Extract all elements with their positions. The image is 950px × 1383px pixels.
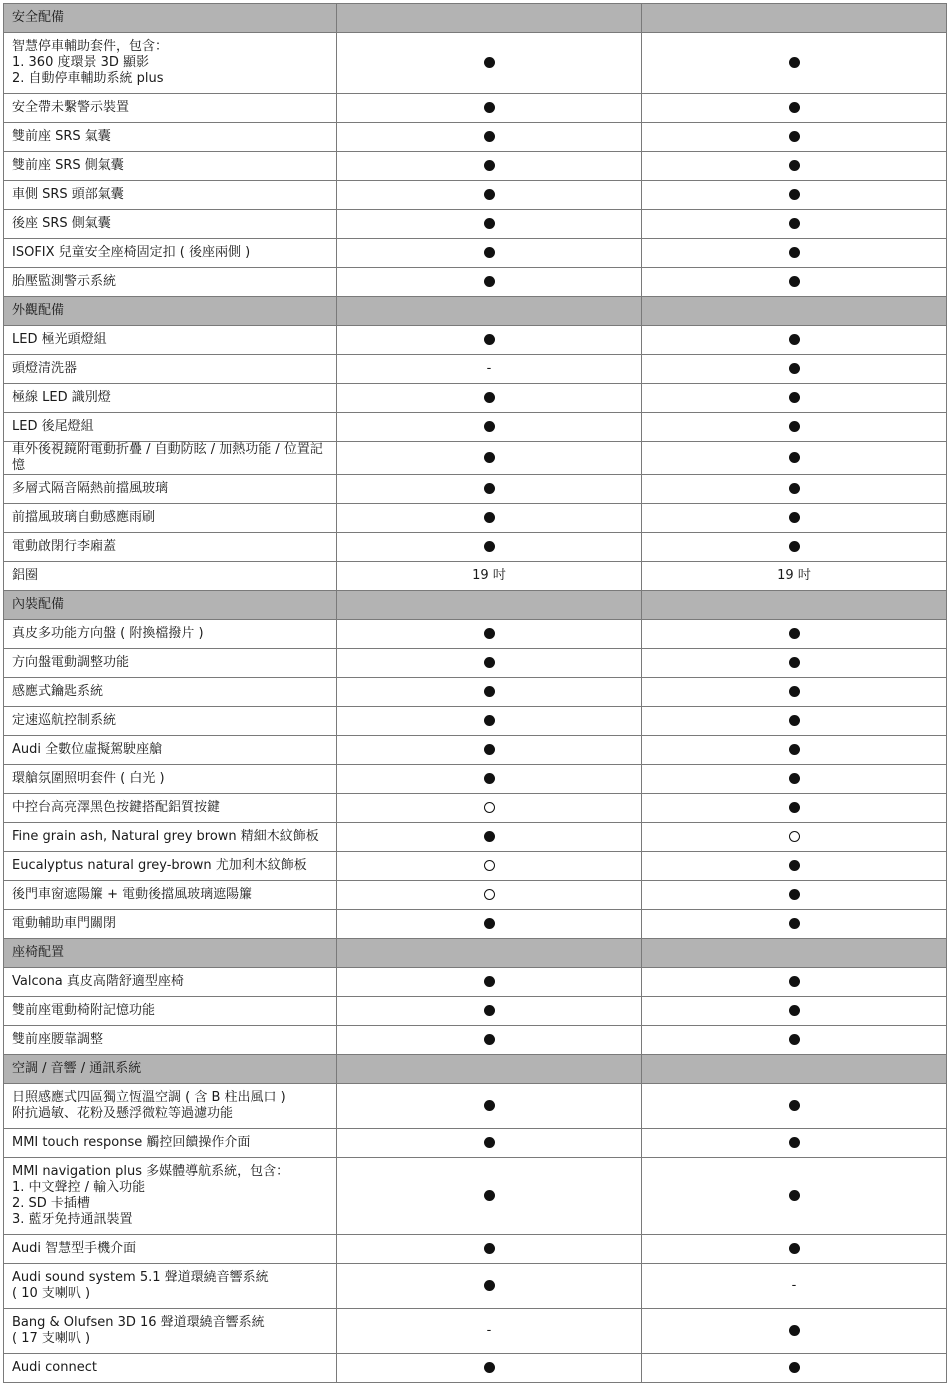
- feature-label: Fine grain ash, Natural grey brown 精細木紋飾板: [4, 823, 337, 852]
- feature-label: Valcona 真皮高階舒適型座椅: [4, 968, 337, 997]
- standard-dot-icon: [789, 218, 800, 229]
- standard-dot-icon: [484, 160, 495, 171]
- section-cell-empty: [642, 4, 947, 33]
- section-title: 外觀配備: [4, 297, 337, 326]
- trim-1-value-cell: [337, 1026, 642, 1055]
- feature-row: [4, 384, 947, 413]
- standard-dot-icon: [789, 802, 800, 813]
- not-available-dash: -: [486, 361, 492, 376]
- trim-1-value-cell: [337, 1084, 642, 1129]
- section-header-row: [4, 297, 947, 326]
- feature-row: [4, 1264, 947, 1309]
- feature-row: [4, 504, 947, 533]
- standard-dot-icon: [789, 363, 800, 374]
- feature-label: 車側 SRS 頭部氣囊: [4, 181, 337, 210]
- trim-1-value-cell: [337, 678, 642, 707]
- standard-dot-icon: [484, 131, 495, 142]
- trim-2-value-cell: [642, 1309, 947, 1354]
- trim-2-value-cell: [642, 997, 947, 1026]
- standard-dot-icon: [484, 1190, 495, 1201]
- not-available-dash: -: [791, 1278, 797, 1293]
- standard-dot-icon: [484, 189, 495, 200]
- spec-table: [3, 3, 947, 1383]
- feature-label: 定速巡航控制系統: [4, 707, 337, 736]
- trim-2-value-cell: [642, 1026, 947, 1055]
- section-cell-empty: [337, 297, 642, 326]
- feature-label: 安全帶未繫警示裝置: [4, 94, 337, 123]
- trim-1-value-cell: [337, 852, 642, 881]
- trim-2-value-cell: [642, 881, 947, 910]
- section-header-row: [4, 591, 947, 620]
- standard-dot-icon: [789, 715, 800, 726]
- feature-label: 鋁圈: [4, 562, 337, 591]
- trim-1-value-cell: [337, 1129, 642, 1158]
- trim-2-value-cell: [642, 181, 947, 210]
- feature-row: [4, 1235, 947, 1264]
- section-cell-empty: [337, 4, 642, 33]
- feature-row: [4, 649, 947, 678]
- standard-dot-icon: [789, 1190, 800, 1201]
- feature-row: [4, 707, 947, 736]
- trim-1-value-cell: [337, 94, 642, 123]
- value-text: 19 吋: [777, 568, 811, 583]
- trim-1-value-cell: [337, 326, 642, 355]
- trim-1-value-cell: [337, 765, 642, 794]
- standard-dot-icon: [484, 1005, 495, 1016]
- standard-dot-icon: [484, 918, 495, 929]
- standard-dot-icon: [789, 334, 800, 345]
- standard-dot-icon: [789, 1005, 800, 1016]
- feature-label: 車外後視鏡附電動折疊 / 自動防眩 / 加熱功能 / 位置記憶: [4, 442, 337, 475]
- trim-1-value-cell: [337, 475, 642, 504]
- trim-1-value-cell: [337, 649, 642, 678]
- trim-2-value-cell: [642, 1264, 947, 1309]
- feature-row: [4, 1309, 947, 1354]
- standard-dot-icon: [789, 512, 800, 523]
- trim-2-value-cell: [642, 413, 947, 442]
- feature-label: 智慧停車輔助套件，包含： 1. 360 度環景 3D 顯影 2. 自動停車輔助系統 plus: [4, 33, 337, 94]
- feature-label: 真皮多功能方向盤 ( 附換檔撥片 ): [4, 620, 337, 649]
- trim-2-value-cell: [642, 210, 947, 239]
- feature-label: 雙前座 SRS 氣囊: [4, 123, 337, 152]
- standard-dot-icon: [789, 1362, 800, 1373]
- standard-dot-icon: [789, 421, 800, 432]
- feature-label: MMI navigation plus 多媒體導航系統，包含： 1. 中文聲控 / 輸入功能 2. SD 卡插槽 3. 藍牙免持通訊裝置: [4, 1158, 337, 1235]
- trim-2-value-cell: [642, 1158, 947, 1235]
- trim-1-value-cell: [337, 123, 642, 152]
- standard-dot-icon: [484, 831, 495, 842]
- standard-dot-icon: [484, 1137, 495, 1148]
- trim-2-value-cell: [642, 475, 947, 504]
- standard-dot-icon: [484, 218, 495, 229]
- standard-dot-icon: [789, 889, 800, 900]
- feature-row: [4, 1129, 947, 1158]
- section-header-row: [4, 1055, 947, 1084]
- feature-row: [4, 736, 947, 765]
- feature-row: [4, 1354, 947, 1383]
- standard-dot-icon: [484, 976, 495, 987]
- standard-dot-icon: [484, 1100, 495, 1111]
- feature-row: [4, 968, 947, 997]
- trim-2-value-cell: [642, 852, 947, 881]
- standard-dot-icon: [484, 1243, 495, 1254]
- standard-dot-icon: [484, 247, 495, 258]
- trim-1-value-cell: [337, 33, 642, 94]
- standard-dot-icon: [789, 102, 800, 113]
- feature-label: 環艙氛圍照明套件 ( 白光 ): [4, 765, 337, 794]
- standard-dot-icon: [789, 1034, 800, 1045]
- feature-label: Audi 智慧型手機介面: [4, 1235, 337, 1264]
- trim-1-value-cell: [337, 210, 642, 239]
- feature-row: [4, 765, 947, 794]
- trim-2-value-cell: [642, 33, 947, 94]
- feature-row: [4, 413, 947, 442]
- feature-row: [4, 997, 947, 1026]
- feature-label: 後門車窗遮陽簾 + 電動後擋風玻璃遮陽簾: [4, 881, 337, 910]
- section-header-row: [4, 4, 947, 33]
- feature-label: 極線 LED 識別燈: [4, 384, 337, 413]
- feature-label: Audi 全數位虛擬駕駛座艙: [4, 736, 337, 765]
- section-cell-empty: [337, 591, 642, 620]
- standard-dot-icon: [789, 131, 800, 142]
- standard-dot-icon: [789, 392, 800, 403]
- trim-2-value-cell: [642, 678, 947, 707]
- feature-label: 頭燈清洗器: [4, 355, 337, 384]
- section-title: 座椅配置: [4, 939, 337, 968]
- section-cell-empty: [642, 1055, 947, 1084]
- standard-dot-icon: [484, 773, 495, 784]
- standard-dot-icon: [484, 628, 495, 639]
- trim-1-value-cell: [337, 442, 642, 475]
- standard-dot-icon: [484, 392, 495, 403]
- feature-label: 胎壓監測警示系統: [4, 268, 337, 297]
- feature-row: [4, 33, 947, 94]
- trim-1-value-cell: [337, 881, 642, 910]
- trim-2-value-cell: [642, 765, 947, 794]
- optional-circle-icon: [789, 831, 800, 842]
- trim-1-value-cell: [337, 181, 642, 210]
- section-cell-empty: [642, 297, 947, 326]
- feature-label: 雙前座電動椅附記憶功能: [4, 997, 337, 1026]
- feature-row: [4, 152, 947, 181]
- standard-dot-icon: [789, 483, 800, 494]
- feature-label: 中控台高亮澤黑色按鍵搭配鋁質按鍵: [4, 794, 337, 823]
- standard-dot-icon: [789, 1325, 800, 1336]
- trim-2-value-cell: [642, 1354, 947, 1383]
- feature-label: LED 極光頭燈組: [4, 326, 337, 355]
- section-cell-empty: [337, 939, 642, 968]
- feature-label: LED 後尾燈組: [4, 413, 337, 442]
- trim-2-value-cell: [642, 533, 947, 562]
- feature-row: [4, 910, 947, 939]
- trim-1-value-cell: [337, 152, 642, 181]
- standard-dot-icon: [789, 1100, 800, 1111]
- section-cell-empty: [642, 591, 947, 620]
- feature-row: [4, 620, 947, 649]
- feature-label: 電動啟閉行李廂蓋: [4, 533, 337, 562]
- standard-dot-icon: [789, 773, 800, 784]
- section-cell-empty: [642, 939, 947, 968]
- trim-1-value-cell: [337, 1354, 642, 1383]
- trim-1-value-cell: [337, 1309, 642, 1354]
- feature-row: [4, 355, 947, 384]
- feature-row: [4, 239, 947, 268]
- standard-dot-icon: [789, 160, 800, 171]
- trim-1-value-cell: [337, 413, 642, 442]
- feature-label: 雙前座腰靠調整: [4, 1026, 337, 1055]
- trim-2-value-cell: [642, 649, 947, 678]
- standard-dot-icon: [789, 452, 800, 463]
- standard-dot-icon: [484, 1280, 495, 1291]
- standard-dot-icon: [789, 247, 800, 258]
- trim-2-value-cell: [642, 152, 947, 181]
- spec-table-body: [4, 4, 947, 1383]
- standard-dot-icon: [789, 976, 800, 987]
- standard-dot-icon: [484, 483, 495, 494]
- feature-row: [4, 94, 947, 123]
- feature-row: [4, 823, 947, 852]
- feature-row: [4, 326, 947, 355]
- feature-row: [4, 210, 947, 239]
- standard-dot-icon: [789, 276, 800, 287]
- standard-dot-icon: [484, 102, 495, 113]
- standard-dot-icon: [484, 541, 495, 552]
- feature-row: [4, 181, 947, 210]
- feature-label: 日照感應式四區獨立恆溫空調 ( 含 B 柱出風口 ) 附抗過敏、花粉及懸浮微粒等過濾功能: [4, 1084, 337, 1129]
- trim-2-value-cell: [642, 562, 947, 591]
- optional-circle-icon: [484, 860, 495, 871]
- trim-1-value-cell: [337, 736, 642, 765]
- trim-2-value-cell: [642, 794, 947, 823]
- trim-1-value-cell: [337, 997, 642, 1026]
- trim-1-value-cell: [337, 355, 642, 384]
- feature-row: [4, 1084, 947, 1129]
- optional-circle-icon: [484, 802, 495, 813]
- section-title: 安全配備: [4, 4, 337, 33]
- standard-dot-icon: [789, 686, 800, 697]
- feature-row: [4, 442, 947, 475]
- standard-dot-icon: [484, 1034, 495, 1045]
- standard-dot-icon: [484, 421, 495, 432]
- trim-2-value-cell: [642, 268, 947, 297]
- feature-row: [4, 852, 947, 881]
- trim-2-value-cell: [642, 504, 947, 533]
- section-cell-empty: [337, 1055, 642, 1084]
- standard-dot-icon: [789, 744, 800, 755]
- feature-row: [4, 268, 947, 297]
- trim-1-value-cell: [337, 384, 642, 413]
- section-title: 內裝配備: [4, 591, 337, 620]
- feature-label: 雙前座 SRS 側氣囊: [4, 152, 337, 181]
- feature-row: [4, 475, 947, 504]
- standard-dot-icon: [484, 1362, 495, 1373]
- feature-label: Audi sound system 5.1 聲道環繞音響系統 ( 10 支喇叭 ): [4, 1264, 337, 1309]
- trim-2-value-cell: [642, 384, 947, 413]
- standard-dot-icon: [789, 918, 800, 929]
- trim-1-value-cell: [337, 1264, 642, 1309]
- standard-dot-icon: [484, 452, 495, 463]
- standard-dot-icon: [484, 276, 495, 287]
- feature-label: 後座 SRS 側氣囊: [4, 210, 337, 239]
- trim-2-value-cell: [642, 1084, 947, 1129]
- trim-1-value-cell: [337, 239, 642, 268]
- trim-2-value-cell: [642, 736, 947, 765]
- standard-dot-icon: [484, 744, 495, 755]
- standard-dot-icon: [484, 715, 495, 726]
- standard-dot-icon: [789, 57, 800, 68]
- feature-label: 感應式鑰匙系統: [4, 678, 337, 707]
- standard-dot-icon: [484, 334, 495, 345]
- feature-label: 方向盤電動調整功能: [4, 649, 337, 678]
- feature-row: [4, 881, 947, 910]
- feature-label: Bang & Olufsen 3D 16 聲道環繞音響系統 ( 17 支喇叭 ): [4, 1309, 337, 1354]
- standard-dot-icon: [789, 189, 800, 200]
- trim-2-value-cell: [642, 123, 947, 152]
- trim-2-value-cell: [642, 910, 947, 939]
- trim-1-value-cell: [337, 1235, 642, 1264]
- feature-label: 電動輔助車門關閉: [4, 910, 337, 939]
- section-title: 空調 / 音響 / 通訊系統: [4, 1055, 337, 1084]
- trim-1-value-cell: [337, 910, 642, 939]
- feature-label: Audi connect: [4, 1354, 337, 1383]
- standard-dot-icon: [484, 57, 495, 68]
- trim-1-value-cell: [337, 707, 642, 736]
- trim-1-value-cell: [337, 562, 642, 591]
- trim-1-value-cell: [337, 268, 642, 297]
- section-header-row: [4, 939, 947, 968]
- value-text: 19 吋: [472, 568, 506, 583]
- feature-row: [4, 1158, 947, 1235]
- feature-label: Eucalyptus natural grey-brown 尤加利木紋飾板: [4, 852, 337, 881]
- trim-1-value-cell: [337, 533, 642, 562]
- standard-dot-icon: [789, 628, 800, 639]
- trim-2-value-cell: [642, 326, 947, 355]
- standard-dot-icon: [789, 541, 800, 552]
- standard-dot-icon: [484, 512, 495, 523]
- standard-dot-icon: [789, 1137, 800, 1148]
- trim-1-value-cell: [337, 794, 642, 823]
- feature-row: [4, 123, 947, 152]
- trim-1-value-cell: [337, 968, 642, 997]
- trim-2-value-cell: [642, 707, 947, 736]
- feature-label: MMI touch response 觸控回饋操作介面: [4, 1129, 337, 1158]
- trim-2-value-cell: [642, 1129, 947, 1158]
- feature-label: 前擋風玻璃自動感應雨刷: [4, 504, 337, 533]
- trim-1-value-cell: [337, 823, 642, 852]
- trim-2-value-cell: [642, 355, 947, 384]
- feature-row: [4, 562, 947, 591]
- feature-label: 多層式隔音隔熱前擋風玻璃: [4, 475, 337, 504]
- trim-2-value-cell: [642, 239, 947, 268]
- not-available-dash: -: [486, 1323, 492, 1338]
- trim-2-value-cell: [642, 823, 947, 852]
- trim-1-value-cell: [337, 620, 642, 649]
- standard-dot-icon: [484, 657, 495, 668]
- trim-2-value-cell: [642, 1235, 947, 1264]
- optional-circle-icon: [484, 889, 495, 900]
- trim-2-value-cell: [642, 442, 947, 475]
- standard-dot-icon: [789, 1243, 800, 1254]
- trim-2-value-cell: [642, 968, 947, 997]
- trim-1-value-cell: [337, 504, 642, 533]
- trim-2-value-cell: [642, 94, 947, 123]
- feature-row: [4, 794, 947, 823]
- trim-2-value-cell: [642, 620, 947, 649]
- standard-dot-icon: [484, 686, 495, 697]
- trim-1-value-cell: [337, 1158, 642, 1235]
- feature-row: [4, 1026, 947, 1055]
- feature-row: [4, 533, 947, 562]
- standard-dot-icon: [789, 860, 800, 871]
- feature-row: [4, 678, 947, 707]
- standard-dot-icon: [789, 657, 800, 668]
- feature-label: ISOFIX 兒童安全座椅固定扣 ( 後座兩側 ): [4, 239, 337, 268]
